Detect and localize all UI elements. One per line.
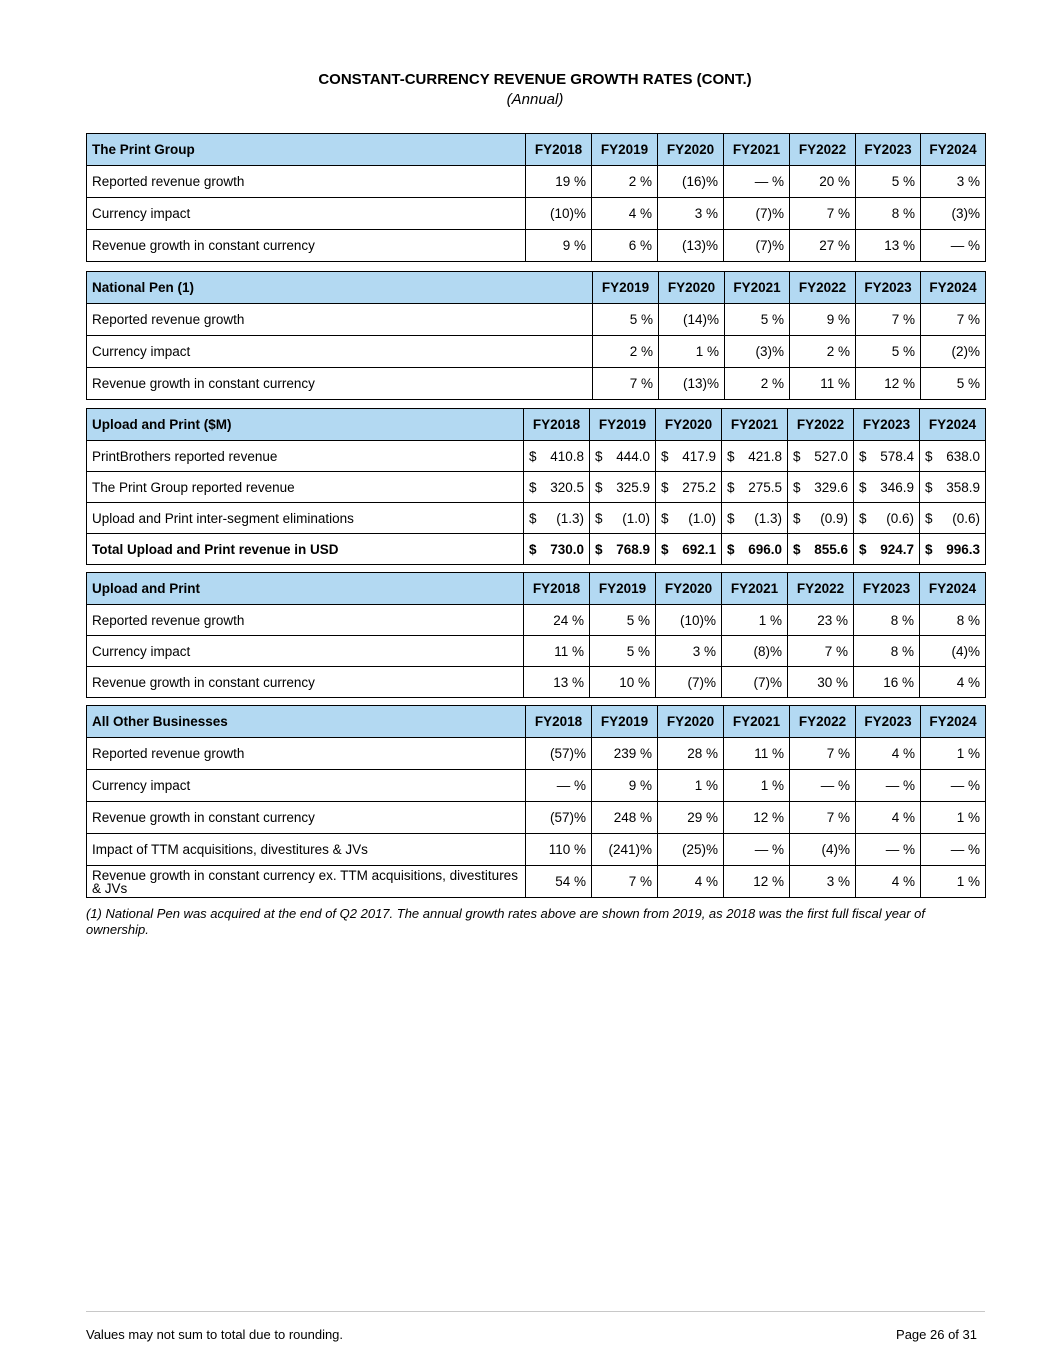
cell-value: 8 % [854, 605, 920, 636]
currency-symbol: $ [727, 479, 735, 495]
cell-value: 5 % [921, 368, 986, 400]
cell-value: — % [921, 230, 986, 262]
table-row [87, 503, 986, 534]
cell-value: 3 % [921, 166, 986, 198]
currency-symbol: $ [859, 448, 867, 464]
cell-value: 9 % [592, 770, 658, 802]
table-row [87, 336, 986, 368]
cell-value [854, 534, 920, 565]
year-header: FY2021 [722, 409, 788, 441]
table-row [87, 166, 986, 198]
table-row [87, 534, 986, 565]
cell-value: 2 % [790, 336, 856, 368]
upload-print-table [86, 572, 986, 698]
currency-symbol: $ [925, 448, 933, 464]
amount: 410.8 [550, 448, 584, 464]
cell-value: 7 % [592, 866, 658, 898]
cell-value: 3 % [658, 198, 724, 230]
currency-symbol: $ [925, 510, 933, 526]
cell-value: 16 % [854, 667, 920, 698]
currency-symbol: $ [793, 479, 801, 495]
cell-value: 20 % [790, 166, 856, 198]
cell-value: 11 % [524, 636, 590, 667]
cell-value [722, 534, 788, 565]
amount: (1.0) [688, 510, 716, 526]
table-row [87, 802, 986, 834]
amount: 421.8 [748, 448, 782, 464]
amount: 320.5 [550, 479, 584, 495]
cell-value [656, 534, 722, 565]
cell-value: 11 % [790, 368, 856, 400]
cell-value [722, 472, 788, 503]
currency-symbol: $ [925, 541, 933, 557]
row-label: Currency impact [87, 198, 526, 230]
amount: 275.5 [748, 479, 782, 495]
amount: 696.0 [748, 541, 782, 557]
cell-value [920, 441, 986, 472]
cell-value: — % [724, 166, 790, 198]
cell-value: 8 % [854, 636, 920, 667]
currency-symbol: $ [793, 541, 801, 557]
year-header: FY2019 [592, 706, 658, 738]
footer-rounding-note: Values may not sum to total due to rounding. [86, 1327, 344, 1342]
cell-value: 1 % [722, 605, 788, 636]
year-header: FY2022 [788, 573, 854, 605]
amount: 444.0 [616, 448, 650, 464]
year-header: FY2019 [593, 272, 659, 304]
cell-value [722, 503, 788, 534]
table-row [87, 304, 986, 336]
upload-print-header: Upload and Print [87, 573, 524, 605]
footnote: (1) National Pen was acquired at the end of Q2 2017. The annual growth rates above are shown from 2019, as 2018 was the first full fiscal year of ownership. [86, 906, 925, 937]
cell-value: 239 % [592, 738, 658, 770]
table-row [87, 866, 986, 898]
amount: (0.6) [886, 510, 914, 526]
cell-value: 7 % [790, 738, 856, 770]
cell-value [524, 503, 590, 534]
cell-value [788, 503, 854, 534]
row-label: Reported revenue growth [87, 166, 526, 198]
cell-value: 1 % [724, 770, 790, 802]
currency-symbol: $ [595, 448, 603, 464]
cell-value: 8 % [856, 198, 921, 230]
cell-value: 5 % [593, 304, 659, 336]
cell-value: 5 % [590, 636, 656, 667]
amount: 325.9 [616, 479, 650, 495]
cell-value: 29 % [658, 802, 724, 834]
amount: 924.7 [880, 541, 914, 557]
table-row [87, 230, 986, 262]
print-group-table [86, 133, 986, 262]
cell-value: (25)% [658, 834, 724, 866]
table-row [87, 770, 986, 802]
year-header: FY2019 [590, 573, 656, 605]
table-row [87, 198, 986, 230]
cell-value [788, 534, 854, 565]
cell-value: (10)% [656, 605, 722, 636]
cell-value: (4)% [790, 834, 856, 866]
cell-value: 110 % [526, 834, 592, 866]
row-label: Currency impact [87, 770, 526, 802]
cell-value [854, 503, 920, 534]
cell-value: — % [724, 834, 790, 866]
cell-value: (13)% [659, 368, 725, 400]
year-header: FY2021 [725, 272, 790, 304]
cell-value: 5 % [590, 605, 656, 636]
cell-value: 9 % [526, 230, 592, 262]
cell-value: 4 % [920, 667, 986, 698]
currency-symbol: $ [793, 510, 801, 526]
year-header: FY2018 [524, 409, 590, 441]
row-label: Revenue growth in constant currency [87, 802, 526, 834]
year-header: FY2024 [921, 272, 986, 304]
row-label: Upload and Print inter-segment eliminations [87, 503, 524, 534]
cell-value: 1 % [921, 738, 986, 770]
page-title: CONSTANT-CURRENCY REVENUE GROWTH RATES (CONT.) [318, 71, 752, 88]
cell-value: 11 % [724, 738, 790, 770]
year-header: FY2021 [724, 706, 790, 738]
year-header: FY2020 [656, 573, 722, 605]
cell-value [920, 534, 986, 565]
year-header: FY2020 [659, 272, 725, 304]
year-header: FY2024 [920, 573, 986, 605]
year-header: FY2023 [856, 272, 921, 304]
currency-symbol: $ [595, 510, 603, 526]
cell-value: 13 % [524, 667, 590, 698]
page-number: Page 26 of 31 [896, 1327, 977, 1342]
year-header: FY2019 [592, 134, 658, 166]
cell-value: 4 % [658, 866, 724, 898]
year-header: FY2020 [658, 134, 724, 166]
currency-symbol: $ [727, 448, 735, 464]
amount: (1.3) [754, 510, 782, 526]
table-row [87, 605, 986, 636]
cell-value [590, 441, 656, 472]
currency-symbol: $ [661, 448, 669, 464]
row-label: Currency impact [87, 636, 524, 667]
row-label: The Print Group reported revenue [87, 472, 524, 503]
row-label: Revenue growth in constant currency [87, 230, 526, 262]
currency-symbol: $ [661, 510, 669, 526]
cell-value: 7 % [856, 304, 921, 336]
cell-value: — % [921, 834, 986, 866]
cell-value [524, 472, 590, 503]
cell-value: 5 % [856, 166, 921, 198]
cell-value: 2 % [592, 166, 658, 198]
amount: 730.0 [550, 541, 584, 557]
national-pen-table [86, 271, 986, 400]
cell-value [590, 472, 656, 503]
amount: 527.0 [814, 448, 848, 464]
upload-print-usd-header: Upload and Print ($M) [87, 409, 524, 441]
cell-value: (241)% [592, 834, 658, 866]
currency-symbol: $ [529, 479, 537, 495]
currency-symbol: $ [529, 541, 537, 557]
cell-value: 12 % [724, 866, 790, 898]
cell-value: (57)% [526, 802, 592, 834]
cell-value [590, 503, 656, 534]
row-label: Revenue growth in constant currency ex. TTM acquisitions, divestitures & JVs [87, 866, 526, 898]
amount: 638.0 [946, 448, 980, 464]
cell-value: (8)% [722, 636, 788, 667]
cell-value: 54 % [526, 866, 592, 898]
cell-value: 12 % [856, 368, 921, 400]
year-header: FY2018 [526, 706, 592, 738]
cell-value [920, 503, 986, 534]
cell-value: 7 % [921, 304, 986, 336]
cell-value: 2 % [593, 336, 659, 368]
cell-value: 28 % [658, 738, 724, 770]
cell-value: 24 % [524, 605, 590, 636]
cell-value: (7)% [656, 667, 722, 698]
currency-symbol: $ [595, 541, 603, 557]
year-header: FY2020 [656, 409, 722, 441]
cell-value: 5 % [856, 336, 921, 368]
amount: 329.6 [814, 479, 848, 495]
table-row [87, 472, 986, 503]
amount: 768.9 [616, 541, 650, 557]
cell-value: (57)% [526, 738, 592, 770]
cell-value: 6 % [592, 230, 658, 262]
amount: 855.6 [814, 541, 848, 557]
cell-value [788, 472, 854, 503]
amount: 346.9 [880, 479, 914, 495]
row-label: Reported revenue growth [87, 738, 526, 770]
cell-value: 3 % [656, 636, 722, 667]
year-header: FY2018 [526, 134, 592, 166]
table-row [87, 368, 986, 400]
currency-symbol: $ [661, 479, 669, 495]
cell-value: (7)% [724, 198, 790, 230]
cell-value [524, 441, 590, 472]
footer-divider [86, 1311, 985, 1312]
cell-value: (16)% [658, 166, 724, 198]
cell-value: (10)% [526, 198, 592, 230]
currency-symbol: $ [859, 479, 867, 495]
cell-value: 1 % [659, 336, 725, 368]
row-label: Total Upload and Print revenue in USD [87, 534, 524, 565]
year-header: FY2022 [790, 706, 856, 738]
table-row [87, 738, 986, 770]
cell-value: (7)% [724, 230, 790, 262]
year-header: FY2023 [856, 706, 921, 738]
cell-value: 4 % [856, 802, 921, 834]
cell-value: (7)% [722, 667, 788, 698]
year-header: FY2021 [722, 573, 788, 605]
year-header: FY2022 [790, 134, 856, 166]
row-label: Impact of TTM acquisitions, divestitures & JVs [87, 834, 526, 866]
cell-value: 8 % [920, 605, 986, 636]
cell-value: — % [856, 770, 921, 802]
year-header: FY2024 [920, 409, 986, 441]
cell-value: 7 % [790, 802, 856, 834]
cell-value: 23 % [788, 605, 854, 636]
year-header: FY2021 [724, 134, 790, 166]
national-pen-header: National Pen (1) [87, 272, 593, 304]
cell-value: — % [790, 770, 856, 802]
year-header: FY2024 [921, 134, 986, 166]
row-label: Revenue growth in constant currency [87, 368, 593, 400]
upload-print-usd-table [86, 408, 986, 565]
year-header: FY2020 [658, 706, 724, 738]
year-header: FY2023 [856, 134, 921, 166]
cell-value: 2 % [725, 368, 790, 400]
cell-value: 13 % [856, 230, 921, 262]
cell-value [788, 441, 854, 472]
year-header: FY2024 [921, 706, 986, 738]
row-label: Reported revenue growth [87, 304, 593, 336]
cell-value: (4)% [920, 636, 986, 667]
cell-value: (3)% [725, 336, 790, 368]
cell-value: — % [921, 770, 986, 802]
other-businesses-table [86, 705, 986, 898]
year-header: FY2019 [590, 409, 656, 441]
currency-symbol: $ [859, 510, 867, 526]
table-row [87, 834, 986, 866]
row-label: Currency impact [87, 336, 593, 368]
amount: 578.4 [880, 448, 914, 464]
cell-value: 10 % [590, 667, 656, 698]
currency-symbol: $ [595, 479, 603, 495]
cell-value: 248 % [592, 802, 658, 834]
amount: 692.1 [682, 541, 716, 557]
currency-symbol: $ [727, 510, 735, 526]
cell-value: (3)% [921, 198, 986, 230]
currency-symbol: $ [727, 541, 735, 557]
cell-value: 7 % [788, 636, 854, 667]
row-label: PrintBrothers reported revenue [87, 441, 524, 472]
currency-symbol: $ [529, 510, 537, 526]
cell-value [590, 534, 656, 565]
cell-value: (14)% [659, 304, 725, 336]
cell-value: 7 % [790, 198, 856, 230]
cell-value: (13)% [658, 230, 724, 262]
cell-value [920, 472, 986, 503]
row-label: Revenue growth in constant currency [87, 667, 524, 698]
cell-value: 30 % [788, 667, 854, 698]
cell-value: 12 % [724, 802, 790, 834]
amount: (1.0) [622, 510, 650, 526]
currency-symbol: $ [925, 479, 933, 495]
other-businesses-header: All Other Businesses [87, 706, 526, 738]
cell-value: 1 % [658, 770, 724, 802]
cell-value: 27 % [790, 230, 856, 262]
amount: (0.9) [820, 510, 848, 526]
currency-symbol: $ [859, 541, 867, 557]
cell-value [854, 441, 920, 472]
cell-value [656, 472, 722, 503]
cell-value: — % [856, 834, 921, 866]
amount: 275.2 [682, 479, 716, 495]
table-row [87, 441, 986, 472]
cell-value: 4 % [592, 198, 658, 230]
cell-value: 19 % [526, 166, 592, 198]
amount: 358.9 [946, 479, 980, 495]
amount: 417.9 [682, 448, 716, 464]
cell-value: 4 % [856, 738, 921, 770]
cell-value: 1 % [921, 802, 986, 834]
year-header: FY2018 [524, 573, 590, 605]
cell-value: 5 % [725, 304, 790, 336]
currency-symbol: $ [529, 448, 537, 464]
cell-value [524, 534, 590, 565]
cell-value: 9 % [790, 304, 856, 336]
row-label: Reported revenue growth [87, 605, 524, 636]
year-header: FY2023 [854, 409, 920, 441]
cell-value: 1 % [921, 866, 986, 898]
print-group-header: The Print Group [87, 134, 526, 166]
amount: (1.3) [556, 510, 584, 526]
cell-value: 7 % [593, 368, 659, 400]
amount: 996.3 [946, 541, 980, 557]
year-header: FY2022 [790, 272, 856, 304]
cell-value: (2)% [921, 336, 986, 368]
table-row [87, 636, 986, 667]
cell-value: 4 % [856, 866, 921, 898]
cell-value [854, 472, 920, 503]
cell-value: 3 % [790, 866, 856, 898]
amount: (0.6) [952, 510, 980, 526]
table-row [87, 667, 986, 698]
cell-value: — % [526, 770, 592, 802]
cell-value [656, 503, 722, 534]
currency-symbol: $ [793, 448, 801, 464]
year-header: FY2023 [854, 573, 920, 605]
currency-symbol: $ [661, 541, 669, 557]
page-subtitle: (Annual) [506, 91, 564, 108]
cell-value [656, 441, 722, 472]
year-header: FY2022 [788, 409, 854, 441]
cell-value [722, 441, 788, 472]
